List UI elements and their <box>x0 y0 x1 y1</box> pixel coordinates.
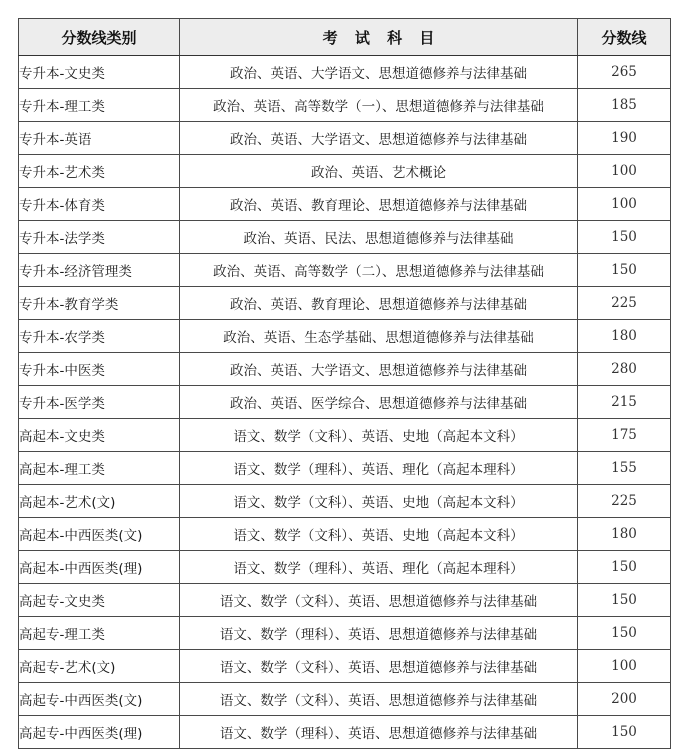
cell-score: 225 <box>578 485 671 518</box>
cell-score: 280 <box>578 353 671 386</box>
cell-score: 190 <box>578 122 671 155</box>
table-row <box>19 716 671 749</box>
cell-category: 高起本-理工类 <box>19 452 180 485</box>
cell-score: 150 <box>578 716 671 749</box>
table-header <box>19 19 671 56</box>
cell-subjects: 政治、英语、大学语文、思想道德修养与法律基础 <box>180 353 578 386</box>
cell-category: 高起专-艺术(文) <box>19 650 180 683</box>
table-body <box>19 56 671 749</box>
table-row <box>19 287 671 320</box>
cell-subjects: 语文、数学（理科）、英语、理化（高起本理科） <box>180 551 578 584</box>
cell-category: 高起专-文史类 <box>19 584 180 617</box>
cell-subjects: 政治、英语、生态学基础、思想道德修养与法律基础 <box>180 320 578 353</box>
cell-category: 专升本-中医类 <box>19 353 180 386</box>
table-row <box>19 584 671 617</box>
table-row <box>19 320 671 353</box>
cell-subjects: 语文、数学（理科）、英语、思想道德修养与法律基础 <box>180 716 578 749</box>
table-row <box>19 188 671 221</box>
cell-subjects: 政治、英语、高等数学（一）、思想道德修养与法律基础 <box>180 89 578 122</box>
cell-subjects: 语文、数学（理科）、英语、思想道德修养与法律基础 <box>180 617 578 650</box>
table-row <box>19 254 671 287</box>
cell-score: 150 <box>578 584 671 617</box>
table-row <box>19 650 671 683</box>
cell-category: 专升本-理工类 <box>19 89 180 122</box>
cell-subjects: 政治、英语、艺术概论 <box>180 155 578 188</box>
cell-category: 高起本-中西医类(文) <box>19 518 180 551</box>
cell-subjects: 政治、英语、教育理论、思想道德修养与法律基础 <box>180 188 578 221</box>
cell-subjects: 语文、数学（理科）、英语、理化（高起本理科） <box>180 452 578 485</box>
table-row <box>19 518 671 551</box>
cell-category: 高起专-中西医类(理) <box>19 716 180 749</box>
cell-score: 150 <box>578 551 671 584</box>
cell-subjects: 语文、数学（文科）、英语、思想道德修养与法律基础 <box>180 683 578 716</box>
table-row <box>19 617 671 650</box>
cell-subjects: 语文、数学（文科）、英语、史地（高起本文科） <box>180 419 578 452</box>
table-row <box>19 419 671 452</box>
cell-subjects: 政治、英语、教育理论、思想道德修养与法律基础 <box>180 287 578 320</box>
cell-score: 175 <box>578 419 671 452</box>
admission-score-table <box>18 18 671 749</box>
cell-score: 150 <box>578 617 671 650</box>
column-header-subjects: 考 试 科 目 <box>180 19 578 56</box>
cell-subjects: 政治、英语、大学语文、思想道德修养与法律基础 <box>180 122 578 155</box>
table-row <box>19 683 671 716</box>
cell-score: 155 <box>578 452 671 485</box>
table-row <box>19 551 671 584</box>
cell-category: 专升本-医学类 <box>19 386 180 419</box>
cell-subjects: 政治、英语、大学语文、思想道德修养与法律基础 <box>180 56 578 89</box>
cell-category: 高起本-艺术(文) <box>19 485 180 518</box>
cell-score: 185 <box>578 89 671 122</box>
cell-subjects: 语文、数学（文科）、英语、思想道德修养与法律基础 <box>180 650 578 683</box>
column-header-category: 分数线类别 <box>19 19 180 56</box>
cell-score: 150 <box>578 254 671 287</box>
table-row <box>19 89 671 122</box>
table-row <box>19 452 671 485</box>
table-row <box>19 221 671 254</box>
cell-subjects: 政治、英语、高等数学（二）、思想道德修养与法律基础 <box>180 254 578 287</box>
cell-category: 专升本-经济管理类 <box>19 254 180 287</box>
cell-category: 高起本-中西医类(理) <box>19 551 180 584</box>
header-row <box>19 19 671 56</box>
cell-score: 200 <box>578 683 671 716</box>
cell-category: 专升本-农学类 <box>19 320 180 353</box>
cell-subjects: 语文、数学（文科）、英语、思想道德修养与法律基础 <box>180 584 578 617</box>
cell-category: 专升本-英语 <box>19 122 180 155</box>
column-header-score: 分数线 <box>578 19 671 56</box>
cell-score: 265 <box>578 56 671 89</box>
cell-subjects: 政治、英语、医学综合、思想道德修养与法律基础 <box>180 386 578 419</box>
cell-score: 180 <box>578 320 671 353</box>
cell-score: 180 <box>578 518 671 551</box>
cell-category: 专升本-教育学类 <box>19 287 180 320</box>
table-row <box>19 386 671 419</box>
table-row <box>19 485 671 518</box>
cell-score: 100 <box>578 188 671 221</box>
cell-category: 高起专-中西医类(文) <box>19 683 180 716</box>
cell-score: 100 <box>578 650 671 683</box>
cell-score: 100 <box>578 155 671 188</box>
cell-category: 高起专-理工类 <box>19 617 180 650</box>
table-row <box>19 353 671 386</box>
cell-category: 专升本-艺术类 <box>19 155 180 188</box>
cell-category: 专升本-文史类 <box>19 56 180 89</box>
cell-score: 215 <box>578 386 671 419</box>
cell-category: 高起本-文史类 <box>19 419 180 452</box>
cell-subjects: 政治、英语、民法、思想道德修养与法律基础 <box>180 221 578 254</box>
cell-score: 150 <box>578 221 671 254</box>
cell-subjects: 语文、数学（文科）、英语、史地（高起本文科） <box>180 518 578 551</box>
table-row <box>19 122 671 155</box>
cell-category: 专升本-法学类 <box>19 221 180 254</box>
cell-subjects: 语文、数学（文科）、英语、史地（高起本文科） <box>180 485 578 518</box>
table-row <box>19 56 671 89</box>
score-table-container <box>18 18 670 749</box>
cell-category: 专升本-体育类 <box>19 188 180 221</box>
cell-score: 225 <box>578 287 671 320</box>
table-row <box>19 155 671 188</box>
